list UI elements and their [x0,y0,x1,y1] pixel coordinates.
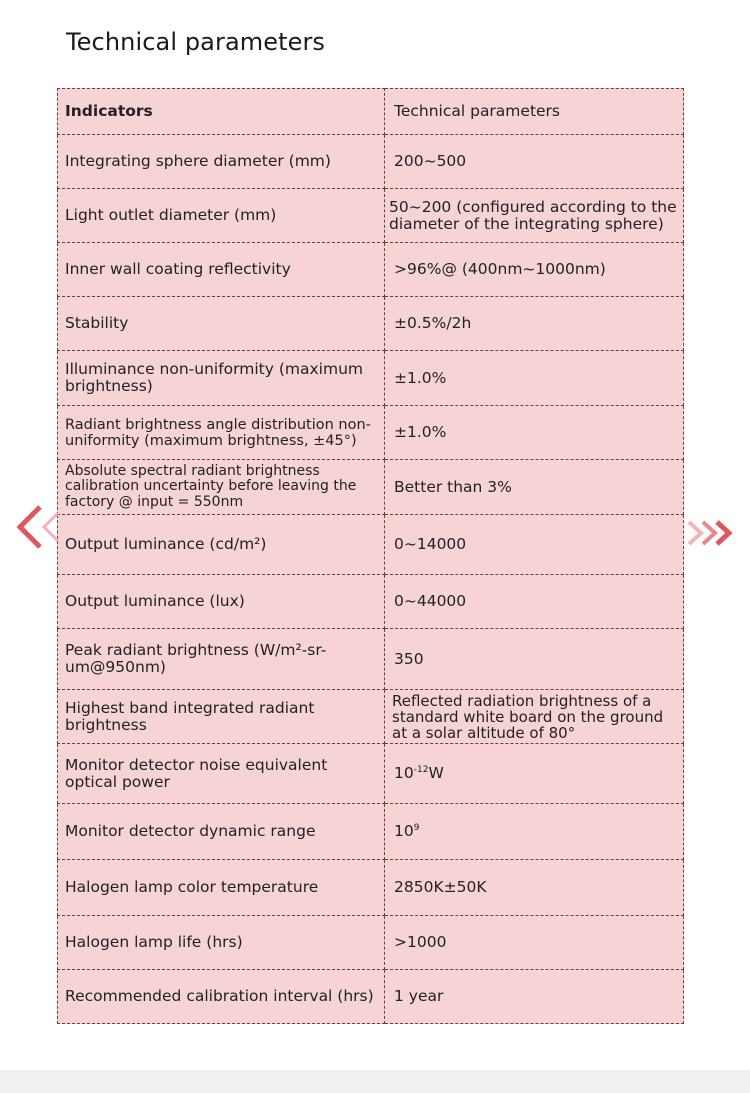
row-value [385,744,684,804]
table-row [58,406,684,460]
row-value: ±0.5%/2h [385,297,684,351]
row-value: >96%@ (400nm~1000nm) [385,243,684,297]
table-row [58,351,684,406]
table-row [58,916,684,970]
row-value: 200~500 [385,135,684,189]
table-row [58,629,684,690]
row-value: 1 year [385,970,684,1024]
header-technical-parameters: Technical parameters [385,89,684,135]
row-indicator: Halogen lamp color temperature [58,860,385,916]
row-indicator: Light outlet diameter (mm) [58,189,385,243]
value-base: 10 [394,822,414,840]
row-value: 350 [385,629,684,690]
row-indicator: Monitor detector noise equivalent optical power [58,744,385,804]
table-row [58,460,684,515]
row-value: 0~44000 [385,575,684,629]
row-value: 2850K±50K [385,860,684,916]
table-row [58,970,684,1024]
row-value: 50~200 (configured according to the diameter of the integrating sphere) [385,189,684,243]
table-row [58,804,684,860]
row-indicator: Halogen lamp life (hrs) [58,916,385,970]
table-row [58,690,684,744]
table-row [58,515,684,575]
row-indicator: Peak radiant brightness (W/m²-sr-um@950nm) [58,629,385,690]
row-value: Better than 3% [385,460,684,515]
row-value: Reflected radiation brightness of a standard white board on the ground at a solar altitude of 80° [385,690,684,744]
row-value [385,804,684,860]
row-value: 0~14000 [385,515,684,575]
row-indicator: Stability [58,297,385,351]
row-indicator: Inner wall coating reflectivity [58,243,385,297]
table-row [58,575,684,629]
chevron-left-icon[interactable] [14,505,62,549]
table-row [58,189,684,243]
row-indicator: Recommended calibration interval (hrs) [58,970,385,1024]
double-chevron-right-icon[interactable] [685,518,739,548]
parameters-table [57,88,684,1024]
value-base: 10 [394,764,414,782]
row-indicator: Output luminance (lux) [58,575,385,629]
row-value: ±1.0% [385,406,684,460]
header-indicators: Indicators [58,89,385,135]
table-row [58,297,684,351]
row-value: ±1.0% [385,351,684,406]
row-indicator: Integrating sphere diameter (mm) [58,135,385,189]
table-row [58,135,684,189]
row-indicator: Absolute spectral radiant brightness calibration uncertainty before leaving the factory @ input = 550nm [58,460,385,515]
row-indicator: Output luminance (cd/m²) [58,515,385,575]
row-indicator: Monitor detector dynamic range [58,804,385,860]
row-indicator: Illuminance non-uniformity (maximum brightness) [58,351,385,406]
row-indicator: Highest band integrated radiant brightness [58,690,385,744]
table-row [58,860,684,916]
bottom-band [0,1070,750,1093]
row-indicator: Radiant brightness angle distribution non-uniformity (maximum brightness, ±45°) [58,406,385,460]
row-value: >1000 [385,916,684,970]
page-title: Technical parameters [66,28,326,56]
value-unit: W [428,764,444,782]
table-row [58,243,684,297]
value-exponent: -12 [413,765,429,775]
table-row [58,744,684,804]
table-header-row [58,89,684,135]
value-exponent: 9 [413,823,420,833]
